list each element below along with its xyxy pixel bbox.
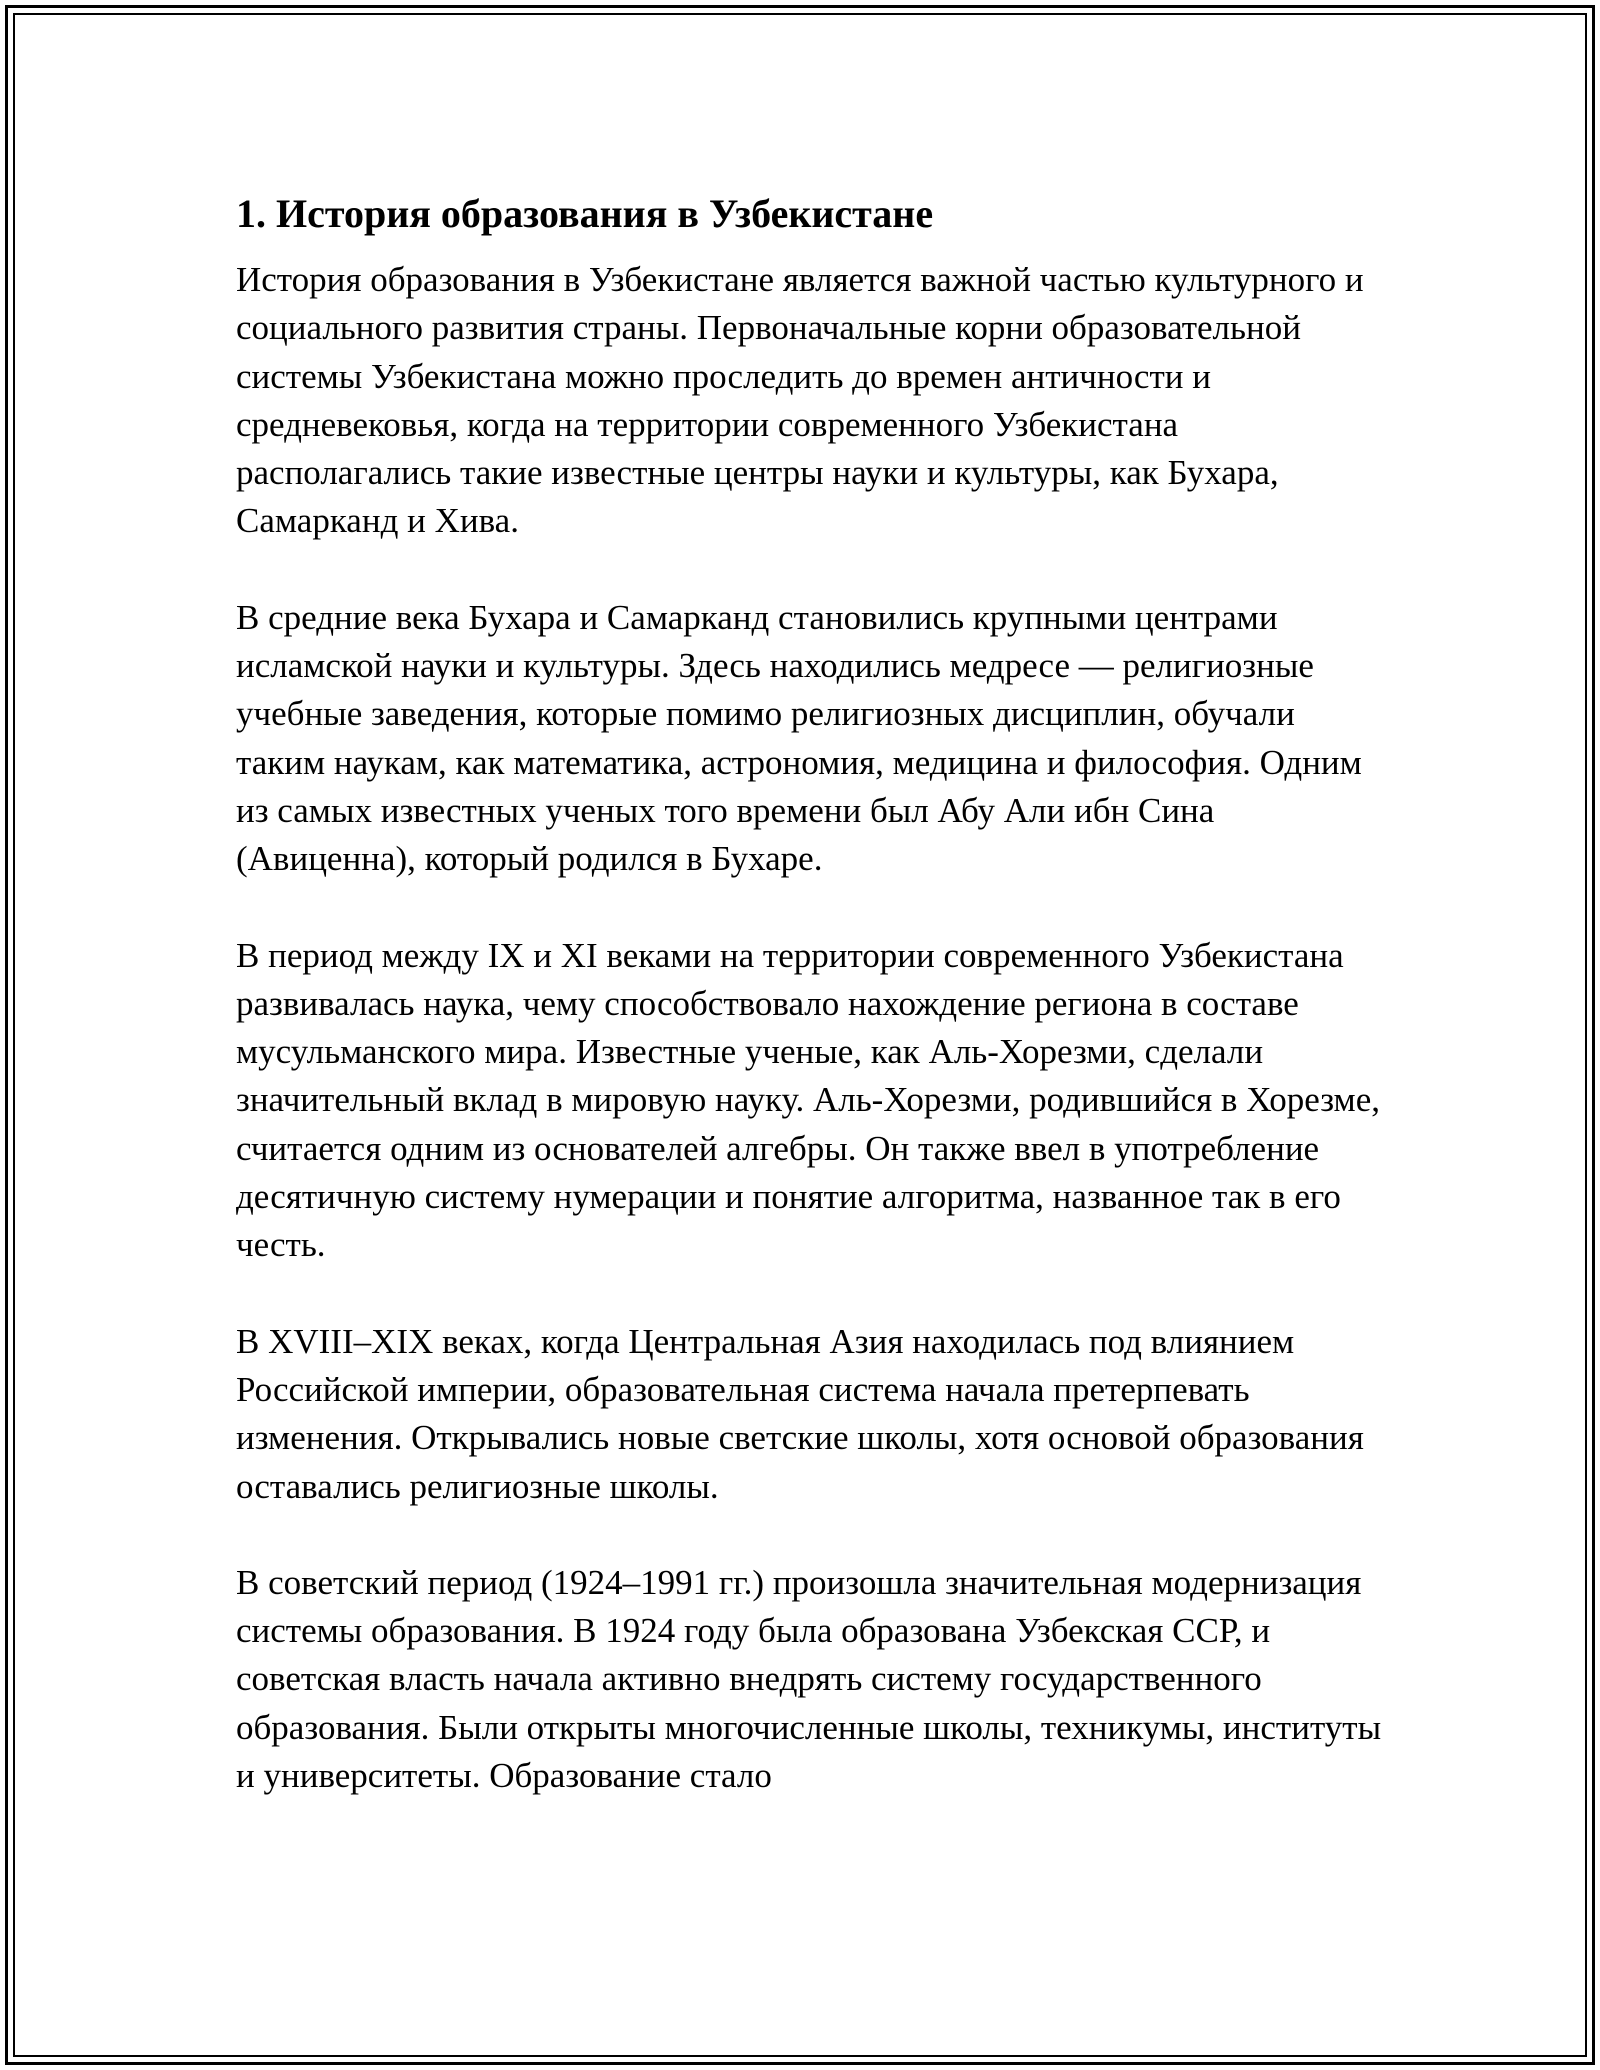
- paragraph-5: В советский период (1924–1991 гг.) произошла значительная модернизация системы образования. В 1924 году была образована Узбекская ССР, и советская власть начала активно внедрять систему государственного образования. Были открыты многочисленные школы, техникумы, институты и университеты. Образование стало: [236, 1562, 1382, 1796]
- paragraph-2: В средние века Бухара и Самарканд становились крупными центрами исламской науки и культуры. Здесь находились медресе — религиозные учебные заведения, которые помимо религиозных дисциплин, обучали таким наукам, как математика, астрономия, медицина и философия. Одним из самых известных ученых того времени был Абу Али ибн Сина (Авиценна), который родился в Бухаре.: [236, 597, 1362, 879]
- section-heading: 1. История образования в Узбекистане: [236, 191, 934, 236]
- document-body: [236, 186, 1386, 1800]
- paragraph-3: В период между IX и XI веками на территории современного Узбекистана развивалась наука, чему способствовало нахождение региона в составе мусульманского мира. Известные ученые, как Аль-Хорезми, сделали значительный вклад в мировую науку. Аль-Хорезми, родившийся в Хорезме, считается одним из основателей алгебры. Он также ввел в употребление десятичную систему нумерации и понятие алгоритма, названное так в его честь.: [236, 935, 1380, 1265]
- paragraph-1: История образования в Узбекистане является важной частью культурного и социального развития страны. Первоначальные корни образовательной системы Узбекистана можно проследить до времен античности и средневековья, когда на территории современного Узбекистана располагались такие известные центры науки и культуры, как Бухара, Самарканд и Хива.: [236, 260, 1364, 541]
- paragraph-4: В XVIII–XIX веках, когда Центральная Азия находилась под влиянием Российской империи, образовательная система начала претерпевать изменения. Открывались новые светские школы, хотя основой образования оставались религиозные школы.: [236, 1321, 1364, 1506]
